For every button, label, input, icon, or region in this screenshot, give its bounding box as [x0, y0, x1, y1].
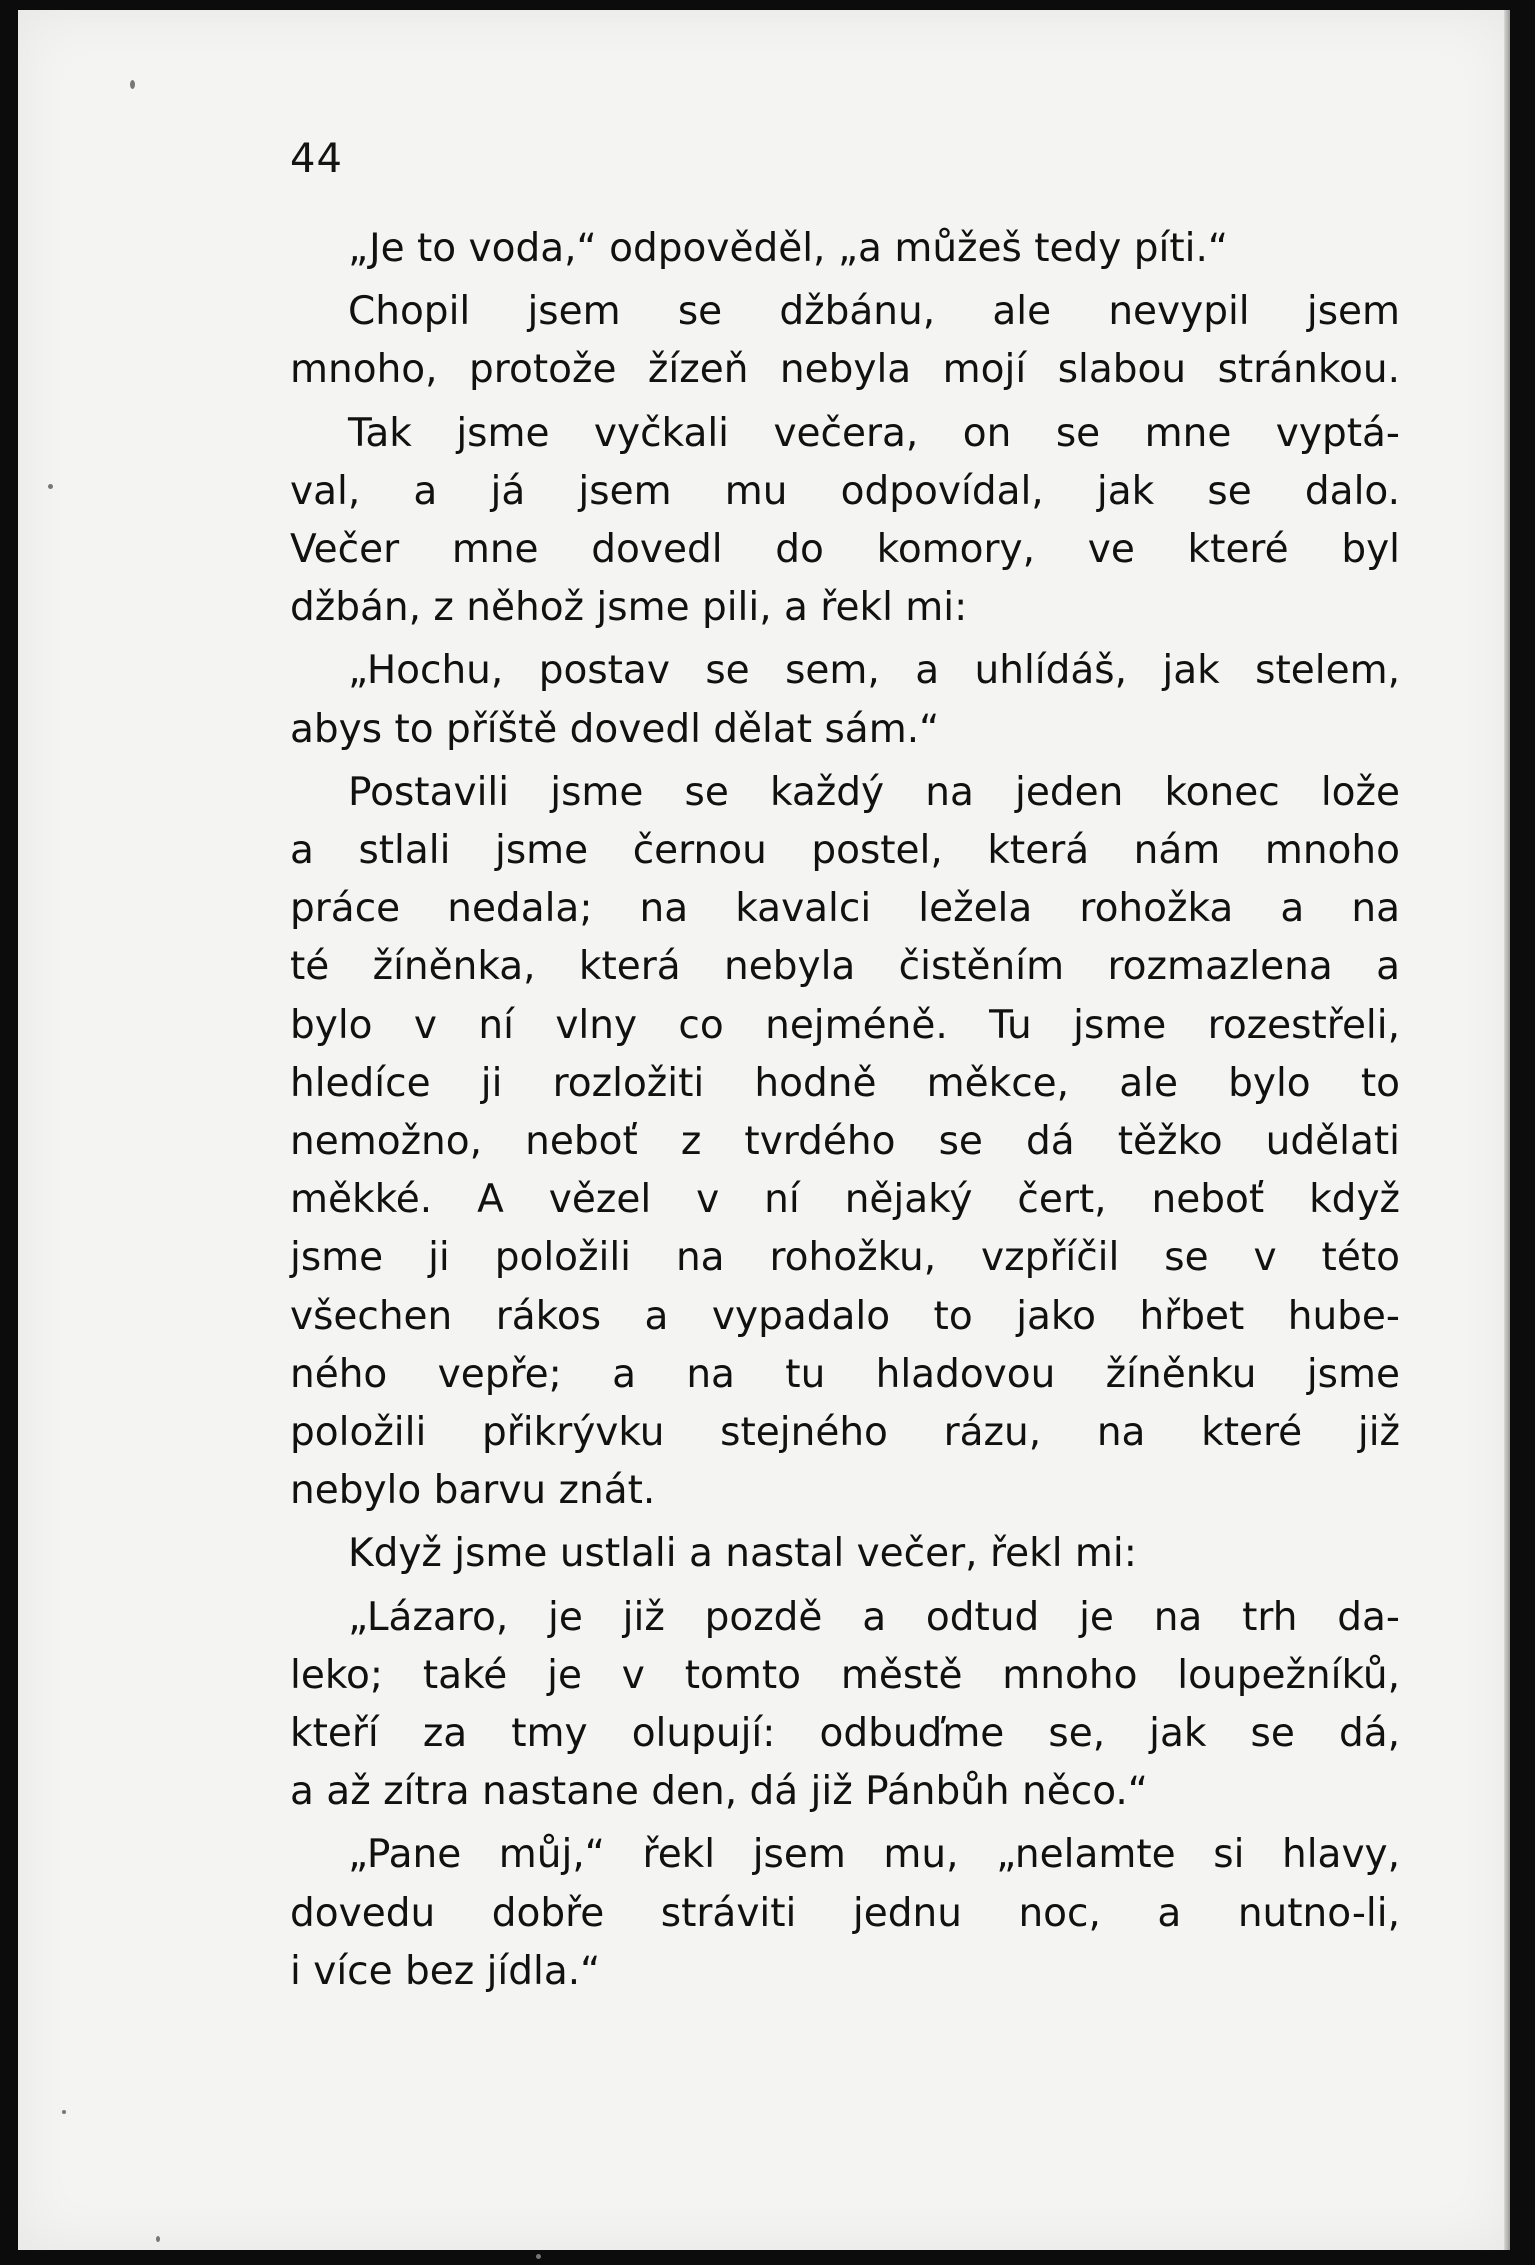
- text-line: „Hochu, postav se sem, a uhlídáš, jak stelem,: [348, 648, 1400, 694]
- text-line: Tak jsme vyčkali večera, on se mne vyptá-: [348, 410, 1400, 456]
- text-line: jsme ji položili na rohožku, vzpříčil se v této: [290, 1235, 1400, 1281]
- text-line: kteří za tmy olupují: odbuďme se, jak se dá,: [290, 1711, 1400, 1757]
- text-line: leko; také je v tomto městě mnoho loupežníků,: [290, 1652, 1400, 1698]
- text-line: „Pane můj,“ řekl jsem mu, „nelamte si hlavy,: [348, 1832, 1400, 1878]
- text-line: Večer mne dovedl do komory, ve které byl: [290, 527, 1400, 573]
- book-page: [18, 10, 1510, 2250]
- text-line: měkké. A vězel v ní nějaký čert, neboť když: [290, 1177, 1400, 1223]
- paragraph: [290, 1589, 1400, 1822]
- text-line: bylo v ní vlny co nejméně. Tu jsme rozestřeli,: [290, 1002, 1400, 1048]
- scan-speck: [62, 2110, 66, 2114]
- scan-speck: [48, 484, 53, 489]
- text-line: džbán, z něhož jsme pili, a řekl mi:: [290, 585, 968, 631]
- text-line: val, a já jsem mu odpovídal, jak se dalo.: [290, 468, 1400, 514]
- text-line: a až zítra nastane den, dá již Pánbůh něco.“: [290, 1769, 1148, 1815]
- text-line: i více bez jídla.“: [290, 1948, 601, 1994]
- text-line: hledíce ji rozložiti hodně měkce, ale bylo to: [290, 1060, 1400, 1106]
- text-line: „Lázaro, je již pozdě a odtud je na trh da-: [348, 1594, 1400, 1640]
- text-line: dovedu dobře stráviti jednu noc, a nutno-li,: [290, 1890, 1400, 1936]
- paragraph: [290, 283, 1400, 399]
- text-line: mnoho, protože žízeň nebyla mojí slabou stránkou.: [290, 347, 1400, 393]
- page-edge-shadow: [1504, 10, 1510, 2250]
- text-line: a stlali jsme černou postel, která nám mnoho: [290, 828, 1400, 874]
- scan-speck: [156, 2236, 160, 2242]
- text-line: všechen rákos a vypadalo to jako hřbet hube-: [290, 1293, 1400, 1339]
- text-line: práce nedala; na kavalci ležela rohožka a na: [290, 886, 1400, 932]
- text-line: položili přikrývku stejného rázu, na které již: [290, 1410, 1400, 1456]
- paragraph: [290, 1525, 1400, 1583]
- text-line: „Je to voda,“ odpověděl, „a můžeš tedy píti.“: [348, 226, 1229, 271]
- scan-speck: [536, 2254, 541, 2259]
- text-line: nebylo barvu znát.: [290, 1468, 656, 1514]
- paragraph: [290, 642, 1400, 758]
- text-line: Chopil jsem se džbánu, ale nevypil jsem: [348, 289, 1400, 335]
- scan-speck: [130, 80, 135, 89]
- text-line: té žíněnka, která nebyla čistěním rozmazlena a: [290, 944, 1400, 990]
- body-text: [290, 220, 1400, 2006]
- text-line: nemožno, neboť z tvrdého se dá těžko udělati: [290, 1119, 1400, 1165]
- paragraph: [290, 1826, 1400, 2001]
- text-line: ného vepře; a na tu hladovou žíněnku jsme: [290, 1351, 1400, 1397]
- paragraph: [290, 764, 1400, 1521]
- paragraph: [290, 405, 1400, 638]
- text-line: abys to příště dovedl dělat sám.“: [290, 706, 940, 752]
- page-number: 44: [290, 136, 343, 182]
- text-line: Když jsme ustlali a nastal večer, řekl mi:: [348, 1531, 1137, 1577]
- paragraph: [290, 220, 1400, 278]
- text-line: Postavili jsme se každý na jeden konec lože: [348, 769, 1400, 815]
